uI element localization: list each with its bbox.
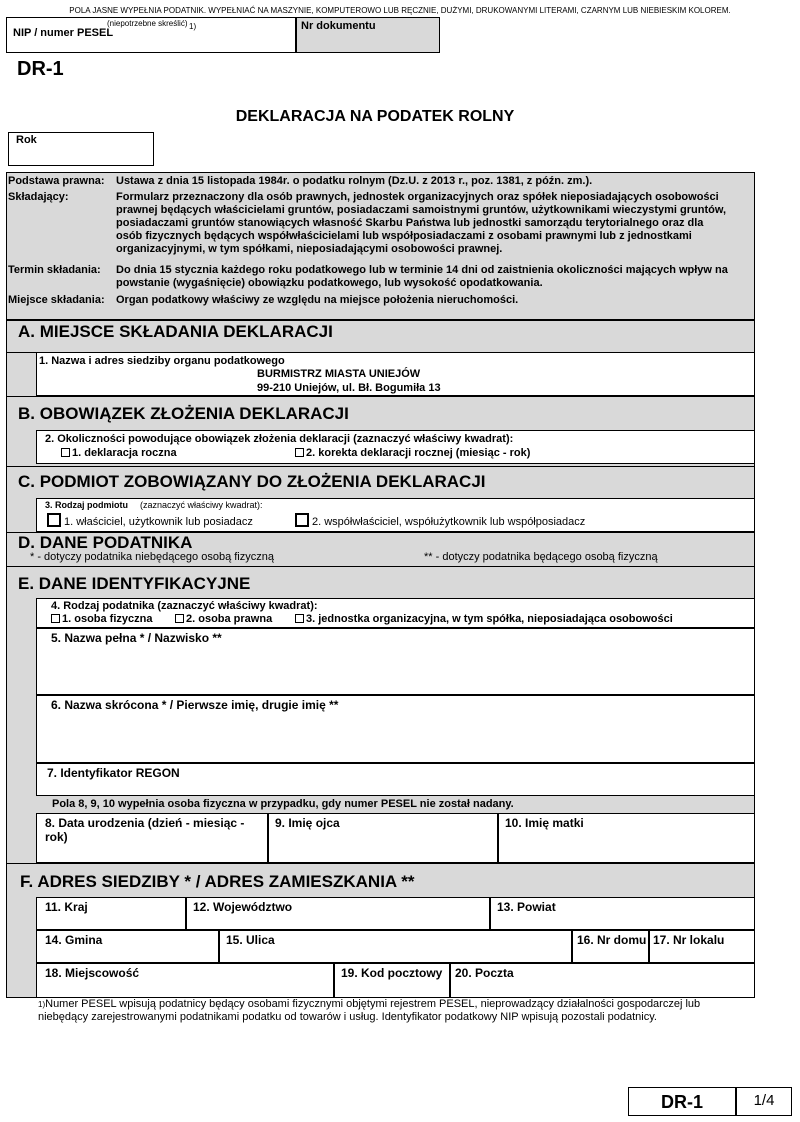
commune-field[interactable] <box>36 930 219 963</box>
county-field[interactable] <box>490 897 755 930</box>
deadline-text <box>116 264 756 290</box>
footer-form-code-box <box>628 1087 736 1116</box>
post-office-field[interactable] <box>450 963 755 998</box>
place-text: Organ podatkowy właściwy ze względu na miejsce położenia nieruchomości. <box>116 294 519 306</box>
checkbox-icon[interactable] <box>295 614 304 623</box>
checkbox-icon[interactable] <box>295 513 309 527</box>
mother-name-field[interactable] <box>498 813 755 863</box>
f15-label: 15. Ulica <box>226 933 275 947</box>
city-field[interactable] <box>36 963 334 998</box>
option-correction[interactable] <box>295 447 530 459</box>
f11-label: 11. Kraj <box>45 900 88 914</box>
option-co-owner-label: 2. współwłaściciel, współużytkownik lub współposiadacz <box>312 515 586 528</box>
nip-pesel-field[interactable] <box>6 17 296 53</box>
option-legal-person[interactable] <box>175 613 272 625</box>
nip-note: (niepotrzebne skreślić) <box>107 19 188 28</box>
submitter-line: Formularz przeznaczony dla osób prawnych, jednostek organizacyjnych oraz spółek nieposiadających osobowości <box>116 191 719 203</box>
f19-label: 19. Kod pocztowy <box>341 966 443 980</box>
full-name-field[interactable] <box>36 628 755 695</box>
divider <box>6 566 755 567</box>
postal-code-field[interactable] <box>334 963 450 998</box>
option-organizational-unit[interactable] <box>295 613 673 625</box>
divider <box>6 466 755 467</box>
option-natural-person[interactable] <box>51 613 152 625</box>
section-d-title: D. DANE PODATNIKA <box>18 533 193 552</box>
basis-label: Podstawa prawna: <box>8 175 105 187</box>
top-notice: POLA JASNE WYPEŁNIA PODATNIK. WYPEŁNIAĆ NA MASZYNIE, KOMPUTEROWO LUB RĘCZNIE, DUŻYMI, DRUKOWANYMI LITERAMI, CZARNYM LUB NIEBIESKIM KOLOREM. <box>69 6 731 15</box>
f16-label: 16. Nr domu <box>577 933 647 947</box>
field6-label: 6. Nazwa skrócona * / Pierwsze imię, drugie imię ** <box>51 698 339 712</box>
section-c-title: C. PODMIOT ZOBOWIĄZANY DO ZŁOŻENIA DEKLARACJI <box>18 472 486 491</box>
field3-note: (zaznaczyć właściwy kwadrat): <box>140 500 263 510</box>
field1-label: 1. Nazwa i adres siedziby organu podatkowego <box>39 355 285 367</box>
note-natural-person: ** - dotyczy podatnika będącego osobą fizyczną <box>424 551 658 563</box>
field10-label: 10. Imię matki <box>505 816 584 830</box>
deadline-label: Termin składania: <box>8 264 101 276</box>
f20-label: 20. Poczta <box>455 966 514 980</box>
place-label: Miejsce składania: <box>8 294 105 306</box>
note-non-natural-person: * - dotyczy podatnika niebędącego osobą fizyczną <box>30 551 274 563</box>
field9-label: 9. Imię ojca <box>275 816 340 830</box>
house-number-field[interactable] <box>572 930 649 963</box>
obligation-field <box>36 430 755 464</box>
footnote-line: niebędący zarejestrowanymi podatnikami podatku od towarów i usług. Identyfikator podatkowy NIP wpisują pozostali podatnicy. <box>38 1011 657 1023</box>
checkbox-icon[interactable] <box>51 614 60 623</box>
regon-field[interactable] <box>36 763 755 796</box>
section-e-title: E. DANE IDENTYFIKACYJNE <box>18 574 251 593</box>
apartment-number-field[interactable] <box>649 930 755 963</box>
section-a-title: A. MIEJSCE SKŁADANIA DEKLARACJI <box>18 322 333 341</box>
doc-no-label: Nr dokumentu <box>301 20 376 32</box>
footer-page-box <box>736 1087 792 1116</box>
year-field[interactable] <box>8 132 154 166</box>
submitter-line: osób fizycznych będących współwłaścicielami lub współposiadaczami z osobami prawnymi lub z jednostkami <box>116 230 692 242</box>
submitter-text <box>116 191 756 256</box>
tax-office-field[interactable] <box>36 352 755 396</box>
field5-label: 5. Nazwa pełna * / Nazwisko ** <box>51 631 222 645</box>
option-natural-person-label: 1. osoba fizyczna <box>62 613 153 625</box>
option-correction-label: 2. korekta deklaracji rocznej (miesiąc - rok) <box>306 447 531 459</box>
checkbox-icon[interactable] <box>175 614 184 623</box>
country-field[interactable] <box>36 897 186 930</box>
option-annual[interactable] <box>61 447 177 459</box>
divider <box>6 396 755 397</box>
option-owner[interactable] <box>47 515 253 529</box>
submitter-line: posiadaczami gruntów stanowiących własność Skarbu Państwa lub jednostki samorządu terytorialnego oraz dla <box>116 217 704 229</box>
voivodeship-field[interactable] <box>186 897 490 930</box>
f13-label: 13. Powiat <box>497 900 556 914</box>
deadline-line: powstanie (wygaśnięcie) obowiązku podatkowego, lub wysokość opodatkowania. <box>116 277 543 289</box>
f14-label: 14. Gmina <box>45 933 103 947</box>
submitter-line: organizacyjnymi, w tym spółkami, nieposiadającymi osobowości prawnej. <box>116 243 503 255</box>
checkbox-icon[interactable] <box>47 513 61 527</box>
divider <box>6 863 755 864</box>
footer-form-code: DR-1 <box>660 1092 703 1112</box>
option-annual-label: 1. deklaracja roczna <box>72 447 177 459</box>
option-legal-person-label: 2. osoba prawna <box>186 613 273 625</box>
document-number-field <box>296 17 440 53</box>
field2-label: 2. Okoliczności powodujące obowiązek złożenia deklaracji (zaznaczyć właściwy kwadrat): <box>45 433 514 445</box>
divider <box>726 463 755 464</box>
checkbox-icon[interactable] <box>61 448 70 457</box>
option-organizational-unit-label: 3. jednostka organizacyjna, w tym spółka, nieposiadająca osobowości <box>306 613 673 625</box>
deadline-line: Do dnia 15 stycznia każdego roku podatkowego lub w terminie 14 dni od zaistnienia okoliczności mających wpływ na <box>116 264 728 276</box>
option-co-owner[interactable] <box>295 515 585 529</box>
section-b-title: B. OBOWIĄZEK ZŁOŻENIA DEKLARACJI <box>18 404 349 423</box>
street-field[interactable] <box>219 930 572 963</box>
f18-label: 18. Miejscowość <box>45 966 140 980</box>
f17-label: 17. Nr lokalu <box>653 933 725 947</box>
father-name-field[interactable] <box>268 813 498 863</box>
footnote-line: Numer PESEL wpisują podatnicy będący osobami fizycznymi objętymi rejestrem PESEL, nieprowadzący działalności gospodarczej lub <box>45 998 701 1010</box>
taxpayer-type-field <box>36 598 755 628</box>
nip-label: NIP / numer PESEL <box>13 27 114 39</box>
submitter-label: Składający: <box>8 191 69 203</box>
page-number: 1/4 <box>753 1092 775 1109</box>
checkbox-icon[interactable] <box>295 448 304 457</box>
nip-footnote-ref: 1) <box>189 22 197 31</box>
short-name-field[interactable] <box>36 695 755 763</box>
entity-type-field <box>36 498 755 532</box>
footnote-ref: 1) <box>38 1000 46 1009</box>
field8-label: 8. Data urodzenia (dzień - miesiąc - rok) <box>45 816 245 844</box>
office-name: BURMISTRZ MIASTA UNIEJÓW <box>257 368 421 380</box>
year-label: Rok <box>16 134 37 146</box>
page-title: DEKLARACJA NA PODATEK ROLNY <box>235 108 515 125</box>
field4-label: 4. Rodzaj podatnika (zaznaczyć właściwy kwadrat): <box>51 600 318 612</box>
section-f-title: F. ADRES SIEDZIBY * / ADRES ZAMIESZKANIA ** <box>20 872 415 891</box>
field3-label: 3. Rodzaj podmiotu <box>45 500 128 510</box>
option-owner-label: 1. właściciel, użytkownik lub posiadacz <box>64 515 253 528</box>
form-code: DR-1 <box>17 58 64 80</box>
f12-label: 12. Województwo <box>193 900 293 914</box>
birth-date-field[interactable] <box>36 813 268 863</box>
footnote <box>38 998 758 1024</box>
submitter-line: prawnej będących właścicielami gruntów, posiadaczami samoistnymi gruntów, użytkownikami wieczystymi gruntów, <box>116 204 727 216</box>
office-address: 99-210 Uniejów, ul. Bł. Bogumiła 13 <box>257 382 441 394</box>
pesel-note: Pola 8, 9, 10 wypełnia osoba fizyczna w przypadku, gdy numer PESEL nie został nadany. <box>52 798 514 810</box>
field7-label: 7. Identyfikator REGON <box>47 766 180 780</box>
basis-text: Ustawa z dnia 15 listopada 1984r. o podatku rolnym (Dz.U. z 2013 r., poz. 1381, z późn. zm.). <box>116 175 593 187</box>
